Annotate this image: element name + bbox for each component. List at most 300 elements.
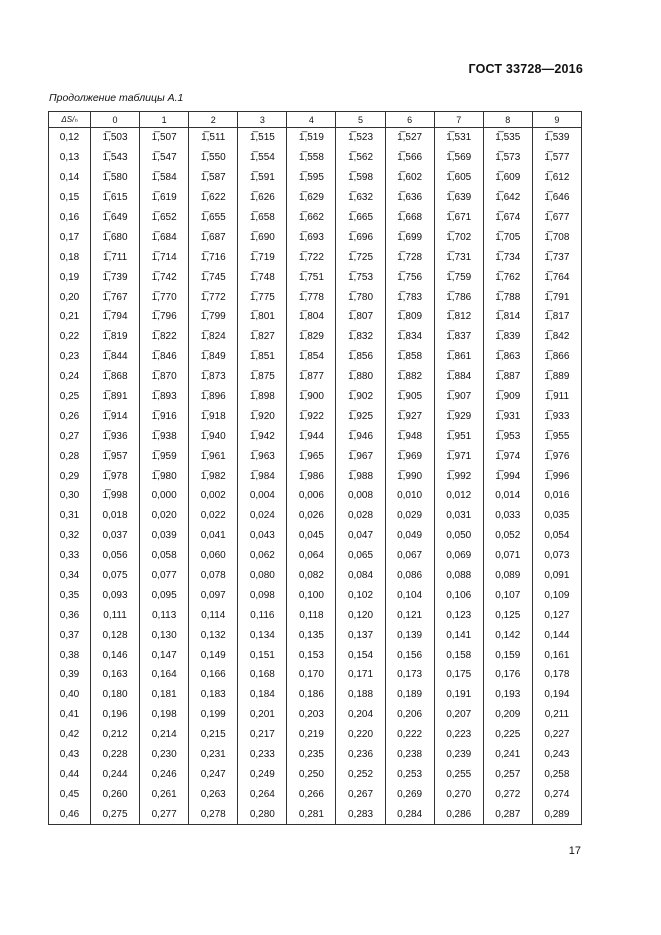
table-cell: 1̅,877 — [287, 367, 336, 387]
table-cell: 0,024 — [238, 506, 287, 526]
table-cell: 0,236 — [336, 745, 385, 765]
table-header-row — [49, 112, 582, 128]
table-cell: 1̅,705 — [483, 227, 532, 247]
table-cell: 1̅,714 — [140, 247, 189, 267]
table-cell: 0,214 — [140, 725, 189, 745]
table-cell: 0,016 — [532, 486, 581, 506]
table-row — [49, 486, 582, 506]
table-row — [49, 665, 582, 685]
table-cell: 1̅,734 — [483, 247, 532, 267]
table-cell: 1̅,957 — [91, 446, 140, 466]
table-cell: 1̅,804 — [287, 307, 336, 327]
table-cell: 0,049 — [385, 526, 434, 546]
table-cell: 0,006 — [287, 486, 336, 506]
table-cell: 0,161 — [532, 645, 581, 665]
table-cell: 0,047 — [336, 526, 385, 546]
table-cell: 1̅,882 — [385, 367, 434, 387]
table-cell: 1̅,832 — [336, 327, 385, 347]
table-cell: 0,045 — [287, 526, 336, 546]
table-row — [49, 804, 582, 824]
table-cell: 0,191 — [434, 685, 483, 705]
table-cell: 1̅,984 — [238, 466, 287, 486]
table-cell: 0,261 — [140, 784, 189, 804]
table-cell: 0,266 — [287, 784, 336, 804]
table-cell: 1̅,812 — [434, 307, 483, 327]
table-cell: 0,130 — [140, 625, 189, 645]
table-cell: 0,178 — [532, 665, 581, 685]
table-cell: 1̅,911 — [532, 387, 581, 407]
table-cell: 0,253 — [385, 765, 434, 785]
table-cell: 1̅,822 — [140, 327, 189, 347]
table-row — [49, 406, 582, 426]
row-key-cell: 0,39 — [49, 665, 91, 685]
table-cell: 0,267 — [336, 784, 385, 804]
column-header: 7 — [434, 112, 483, 128]
table-cell: 0,029 — [385, 506, 434, 526]
table-cell: 1̅,940 — [189, 426, 238, 446]
table-cell: 1̅,739 — [91, 267, 140, 287]
table-cell: 1̅,863 — [483, 347, 532, 367]
table-cell: 0,286 — [434, 804, 483, 824]
table-cell: 0,175 — [434, 665, 483, 685]
table-cell: 0,243 — [532, 745, 581, 765]
row-key-cell: 0,21 — [49, 307, 91, 327]
table-cell: 1̅,887 — [483, 367, 532, 387]
table-cell: 1̅,728 — [385, 247, 434, 267]
table-cell: 1̅,936 — [91, 426, 140, 446]
table-cell: 1̅,687 — [189, 227, 238, 247]
table-cell: 1̅,547 — [140, 148, 189, 168]
table-cell: 0,270 — [434, 784, 483, 804]
table-cell: 1̅,665 — [336, 208, 385, 228]
table-cell: 1̅,861 — [434, 347, 483, 367]
table-cell: 0,168 — [238, 665, 287, 685]
row-key-cell: 0,12 — [49, 128, 91, 148]
table-cell: 0,170 — [287, 665, 336, 685]
table-cell: 0,144 — [532, 625, 581, 645]
table-cell: 1̅,591 — [238, 168, 287, 188]
table-cell: 1̅,967 — [336, 446, 385, 466]
table-cell: 0,171 — [336, 665, 385, 685]
table-cell: 1̅,866 — [532, 347, 581, 367]
table-cell: 0,154 — [336, 645, 385, 665]
table-cell: 0,037 — [91, 526, 140, 546]
table-cell: 0,258 — [532, 765, 581, 785]
table-cell: 1̅,742 — [140, 267, 189, 287]
table-cell: 0,054 — [532, 526, 581, 546]
table-cell: 0,073 — [532, 546, 581, 566]
table-cell: 0,257 — [483, 765, 532, 785]
table-cell: 1̅,658 — [238, 208, 287, 228]
row-key-cell: 0,43 — [49, 745, 91, 765]
table-cell: 0,071 — [483, 546, 532, 566]
table-cell: 0,183 — [189, 685, 238, 705]
table-cell: 0,206 — [385, 705, 434, 725]
column-header: 3 — [238, 112, 287, 128]
table-cell: 0,084 — [336, 566, 385, 586]
row-key-cell: 0,30 — [49, 486, 91, 506]
corner-header: ΔS/ₕ — [49, 112, 91, 128]
table-cell: 0,176 — [483, 665, 532, 685]
table-cell: 0,201 — [238, 705, 287, 725]
table-cell: 1̅,971 — [434, 446, 483, 466]
table-cell: 1̅,946 — [336, 426, 385, 446]
table-cell: 0,277 — [140, 804, 189, 824]
table-row — [49, 446, 582, 466]
table-cell: 1̅,951 — [434, 426, 483, 446]
table-cell: 1̅,807 — [336, 307, 385, 327]
table-cell: 1̅,725 — [336, 247, 385, 267]
row-key-cell: 0,27 — [49, 426, 91, 446]
table-cell: 0,220 — [336, 725, 385, 745]
table-cell: 0,100 — [287, 585, 336, 605]
table-cell: 1̅,858 — [385, 347, 434, 367]
table-cell: 1̅,799 — [189, 307, 238, 327]
row-key-cell: 0,28 — [49, 446, 91, 466]
table-row — [49, 506, 582, 526]
table-cell: 0,132 — [189, 625, 238, 645]
table-cell: 0,120 — [336, 605, 385, 625]
table-cell: 1̅,753 — [336, 267, 385, 287]
table-cell: 1̅,602 — [385, 168, 434, 188]
table-cell: 0,250 — [287, 765, 336, 785]
table-cell: 1̅,846 — [140, 347, 189, 367]
table-cell: 0,067 — [385, 546, 434, 566]
table-cell: 1̅,778 — [287, 287, 336, 307]
page-number: 17 — [568, 845, 581, 857]
table-cell: 1̅,817 — [532, 307, 581, 327]
table-cell: 1̅,953 — [483, 426, 532, 446]
table-cell: 1̅,558 — [287, 148, 336, 168]
row-key-cell: 0,42 — [49, 725, 91, 745]
table-cell: 0,095 — [140, 585, 189, 605]
table-cell: 0,246 — [140, 765, 189, 785]
table-cell: 1̅,615 — [91, 188, 140, 208]
table-cell: 0,089 — [483, 566, 532, 586]
table-cell: 0,137 — [336, 625, 385, 645]
table-cell: 1̅,515 — [238, 128, 287, 148]
table-cell: 1̅,829 — [287, 327, 336, 347]
table-cell: 1̅,905 — [385, 387, 434, 407]
row-key-cell: 0,29 — [49, 466, 91, 486]
table-cell: 1̅,801 — [238, 307, 287, 327]
table-cell: 1̅,902 — [336, 387, 385, 407]
table-cell: 0,264 — [238, 784, 287, 804]
table-cell: 0,106 — [434, 585, 483, 605]
table-cell: 0,255 — [434, 765, 483, 785]
row-key-cell: 0,19 — [49, 267, 91, 287]
table-cell: 1̅,884 — [434, 367, 483, 387]
table-cell: 1̅,662 — [287, 208, 336, 228]
table-cell: 0,241 — [483, 745, 532, 765]
table-cell: 1̅,982 — [189, 466, 238, 486]
table-cell: 0,239 — [434, 745, 483, 765]
table-cell: 1̅,955 — [532, 426, 581, 446]
table-cell: 1̅,827 — [238, 327, 287, 347]
column-header: 9 — [532, 112, 581, 128]
table-cell: 0,204 — [336, 705, 385, 725]
table-cell: 1̅,931 — [483, 406, 532, 426]
table-cell: 0,222 — [385, 725, 434, 745]
table-row — [49, 466, 582, 486]
table-cell: 0,228 — [91, 745, 140, 765]
column-header: 1 — [140, 112, 189, 128]
table-cell: 1̅,655 — [189, 208, 238, 228]
table-cell: 0,000 — [140, 486, 189, 506]
table-cell: 1̅,851 — [238, 347, 287, 367]
table-row — [49, 287, 582, 307]
table-cell: 1̅,898 — [238, 387, 287, 407]
table-cell: 0,035 — [532, 506, 581, 526]
column-header: 0 — [91, 112, 140, 128]
table-row — [49, 188, 582, 208]
table-cell: 1̅,629 — [287, 188, 336, 208]
table-cell: 0,203 — [287, 705, 336, 725]
table-cell: 0,193 — [483, 685, 532, 705]
table-cell: 1̅,873 — [189, 367, 238, 387]
table-cell: 1̅,699 — [385, 227, 434, 247]
table-cell: 0,198 — [140, 705, 189, 725]
table-cell: 1̅,519 — [287, 128, 336, 148]
table-cell: 0,244 — [91, 765, 140, 785]
table-cell: 1̅,693 — [287, 227, 336, 247]
table-cell: 1̅,998 — [91, 486, 140, 506]
table-row — [49, 546, 582, 566]
table-cell: 1̅,511 — [189, 128, 238, 148]
table-cell: 1̅,569 — [434, 148, 483, 168]
table-cell: 0,134 — [238, 625, 287, 645]
table-cell: 0,275 — [91, 804, 140, 824]
row-key-cell: 0,35 — [49, 585, 91, 605]
table-row — [49, 745, 582, 765]
table-row — [49, 625, 582, 645]
table-cell: 0,249 — [238, 765, 287, 785]
table-cell: 1̅,868 — [91, 367, 140, 387]
table-cell: 0,149 — [189, 645, 238, 665]
table-cell: 0,069 — [434, 546, 483, 566]
table-cell: 0,020 — [140, 506, 189, 526]
table-cell: 1̅,959 — [140, 446, 189, 466]
table-cell: 0,158 — [434, 645, 483, 665]
table-cell: 0,215 — [189, 725, 238, 745]
table-cell: 1̅,791 — [532, 287, 581, 307]
row-key-cell: 0,31 — [49, 506, 91, 526]
table-cell: 0,088 — [434, 566, 483, 586]
table-cell: 1̅,938 — [140, 426, 189, 446]
row-key-cell: 0,14 — [49, 168, 91, 188]
table-cell: 0,039 — [140, 526, 189, 546]
row-key-cell: 0,37 — [49, 625, 91, 645]
table-cell: 0,010 — [385, 486, 434, 506]
table-cell: 0,127 — [532, 605, 581, 625]
table-cell: 1̅,893 — [140, 387, 189, 407]
table-cell: 1̅,988 — [336, 466, 385, 486]
table-cell: 1̅,963 — [238, 446, 287, 466]
table-cell: 1̅,609 — [483, 168, 532, 188]
table-cell: 1̅,974 — [483, 446, 532, 466]
table-cell: 1̅,696 — [336, 227, 385, 247]
table-cell: 1̅,636 — [385, 188, 434, 208]
table-row — [49, 705, 582, 725]
row-key-cell: 0,44 — [49, 765, 91, 785]
row-key-cell: 0,25 — [49, 387, 91, 407]
table-cell: 1̅,527 — [385, 128, 434, 148]
table-cell: 0,163 — [91, 665, 140, 685]
row-key-cell: 0,22 — [49, 327, 91, 347]
table-cell: 1̅,986 — [287, 466, 336, 486]
table-cell: 1̅,914 — [91, 406, 140, 426]
table-cell: 0,194 — [532, 685, 581, 705]
table-cell: 1̅,523 — [336, 128, 385, 148]
row-key-cell: 0,34 — [49, 566, 91, 586]
table-cell: 0,008 — [336, 486, 385, 506]
table-cell: 0,230 — [140, 745, 189, 765]
table-cell: 0,263 — [189, 784, 238, 804]
table-cell: 1̅,751 — [287, 267, 336, 287]
table-cell: 1̅,543 — [91, 148, 140, 168]
table-cell: 0,278 — [189, 804, 238, 824]
table-cell: 1̅,619 — [140, 188, 189, 208]
table-cell: 1̅,622 — [189, 188, 238, 208]
table-cell: 1̅,671 — [434, 208, 483, 228]
table-row — [49, 148, 582, 168]
table-cell: 0,004 — [238, 486, 287, 506]
row-key-cell: 0,16 — [49, 208, 91, 228]
table-cell: 1̅,786 — [434, 287, 483, 307]
table-cell: 0,052 — [483, 526, 532, 546]
table-cell: 1̅,909 — [483, 387, 532, 407]
table-cell: 1̅,920 — [238, 406, 287, 426]
table-cell: 0,272 — [483, 784, 532, 804]
table-cell: 1̅,587 — [189, 168, 238, 188]
table-cell: 1̅,731 — [434, 247, 483, 267]
logarithm-table — [48, 111, 582, 825]
table-cell: 1̅,965 — [287, 446, 336, 466]
table-cell: 1̅,584 — [140, 168, 189, 188]
table-row — [49, 526, 582, 546]
table-row — [49, 605, 582, 625]
table-cell: 1̅,978 — [91, 466, 140, 486]
table-cell: 1̅,652 — [140, 208, 189, 228]
table-row — [49, 347, 582, 367]
table-cell: 1̅,809 — [385, 307, 434, 327]
table-cell: 1̅,780 — [336, 287, 385, 307]
table-cell: 1̅,772 — [189, 287, 238, 307]
table-cell: 1̅,639 — [434, 188, 483, 208]
table-cell: 0,111 — [91, 605, 140, 625]
table-cell: 1̅,889 — [532, 367, 581, 387]
table-cell: 0,156 — [385, 645, 434, 665]
row-key-cell: 0,15 — [49, 188, 91, 208]
table-cell: 1̅,844 — [91, 347, 140, 367]
table-cell: 0,123 — [434, 605, 483, 625]
table-cell: 1̅,577 — [532, 148, 581, 168]
table-cell: 1̅,677 — [532, 208, 581, 228]
table-cell: 0,064 — [287, 546, 336, 566]
table-cell: 1̅,573 — [483, 148, 532, 168]
table-cell: 1̅,796 — [140, 307, 189, 327]
table-cell: 1̅,916 — [140, 406, 189, 426]
table-cell: 0,188 — [336, 685, 385, 705]
table-cell: 0,181 — [140, 685, 189, 705]
row-key-cell: 0,23 — [49, 347, 91, 367]
table-cell: 0,211 — [532, 705, 581, 725]
table-cell: 0,209 — [483, 705, 532, 725]
table-cell: 0,139 — [385, 625, 434, 645]
table-cell: 1̅,783 — [385, 287, 434, 307]
table-cell: 0,141 — [434, 625, 483, 645]
table-cell: 0,217 — [238, 725, 287, 745]
table-cell: 1̅,994 — [483, 466, 532, 486]
table-cell: 0,058 — [140, 546, 189, 566]
table-cell: 1̅,767 — [91, 287, 140, 307]
table-cell: 0,014 — [483, 486, 532, 506]
table-cell: 0,283 — [336, 804, 385, 824]
table-cell: 0,164 — [140, 665, 189, 685]
table-cell: 0,284 — [385, 804, 434, 824]
table-row — [49, 247, 582, 267]
table-cell: 1̅,775 — [238, 287, 287, 307]
table-cell: 1̅,684 — [140, 227, 189, 247]
table-cell: 0,184 — [238, 685, 287, 705]
table-cell: 0,118 — [287, 605, 336, 625]
table-cell: 1̅,969 — [385, 446, 434, 466]
table-cell: 0,280 — [238, 804, 287, 824]
table-row — [49, 645, 582, 665]
table-cell: 0,026 — [287, 506, 336, 526]
table-cell: 1̅,834 — [385, 327, 434, 347]
table-cell: 1̅,933 — [532, 406, 581, 426]
table-cell: 1̅,839 — [483, 327, 532, 347]
table-cell: 1̅,942 — [238, 426, 287, 446]
table-cell: 1̅,550 — [189, 148, 238, 168]
row-key-cell: 0,13 — [49, 148, 91, 168]
row-key-cell: 0,46 — [49, 804, 91, 824]
table-row — [49, 426, 582, 446]
table-cell: 1̅,626 — [238, 188, 287, 208]
document-standard-title: ГОСТ 33728—2016 — [468, 62, 583, 76]
table-cell: 0,199 — [189, 705, 238, 725]
table-cell: 1̅,539 — [532, 128, 581, 148]
table-cell: 0,018 — [91, 506, 140, 526]
table-row — [49, 585, 582, 605]
table-cell: 0,060 — [189, 546, 238, 566]
table-cell: 0,151 — [238, 645, 287, 665]
table-cell: 1̅,992 — [434, 466, 483, 486]
column-header: 6 — [385, 112, 434, 128]
table-row — [49, 267, 582, 287]
table-cell: 1̅,507 — [140, 128, 189, 148]
table-cell: 1̅,748 — [238, 267, 287, 287]
table-row — [49, 765, 582, 785]
table-cell: 0,166 — [189, 665, 238, 685]
table-cell: 1̅,996 — [532, 466, 581, 486]
table-cell: 0,116 — [238, 605, 287, 625]
table-cell: 1̅,948 — [385, 426, 434, 446]
table-row — [49, 566, 582, 586]
table-row — [49, 327, 582, 347]
table-cell: 0,287 — [483, 804, 532, 824]
table-cell: 1̅,907 — [434, 387, 483, 407]
table-cell: 0,260 — [91, 784, 140, 804]
table-cell: 0,231 — [189, 745, 238, 765]
table-cell: 0,041 — [189, 526, 238, 546]
table-cell: 0,102 — [336, 585, 385, 605]
table-cell: 0,219 — [287, 725, 336, 745]
table-row — [49, 307, 582, 327]
table-cell: 0,075 — [91, 566, 140, 586]
row-key-cell: 0,45 — [49, 784, 91, 804]
